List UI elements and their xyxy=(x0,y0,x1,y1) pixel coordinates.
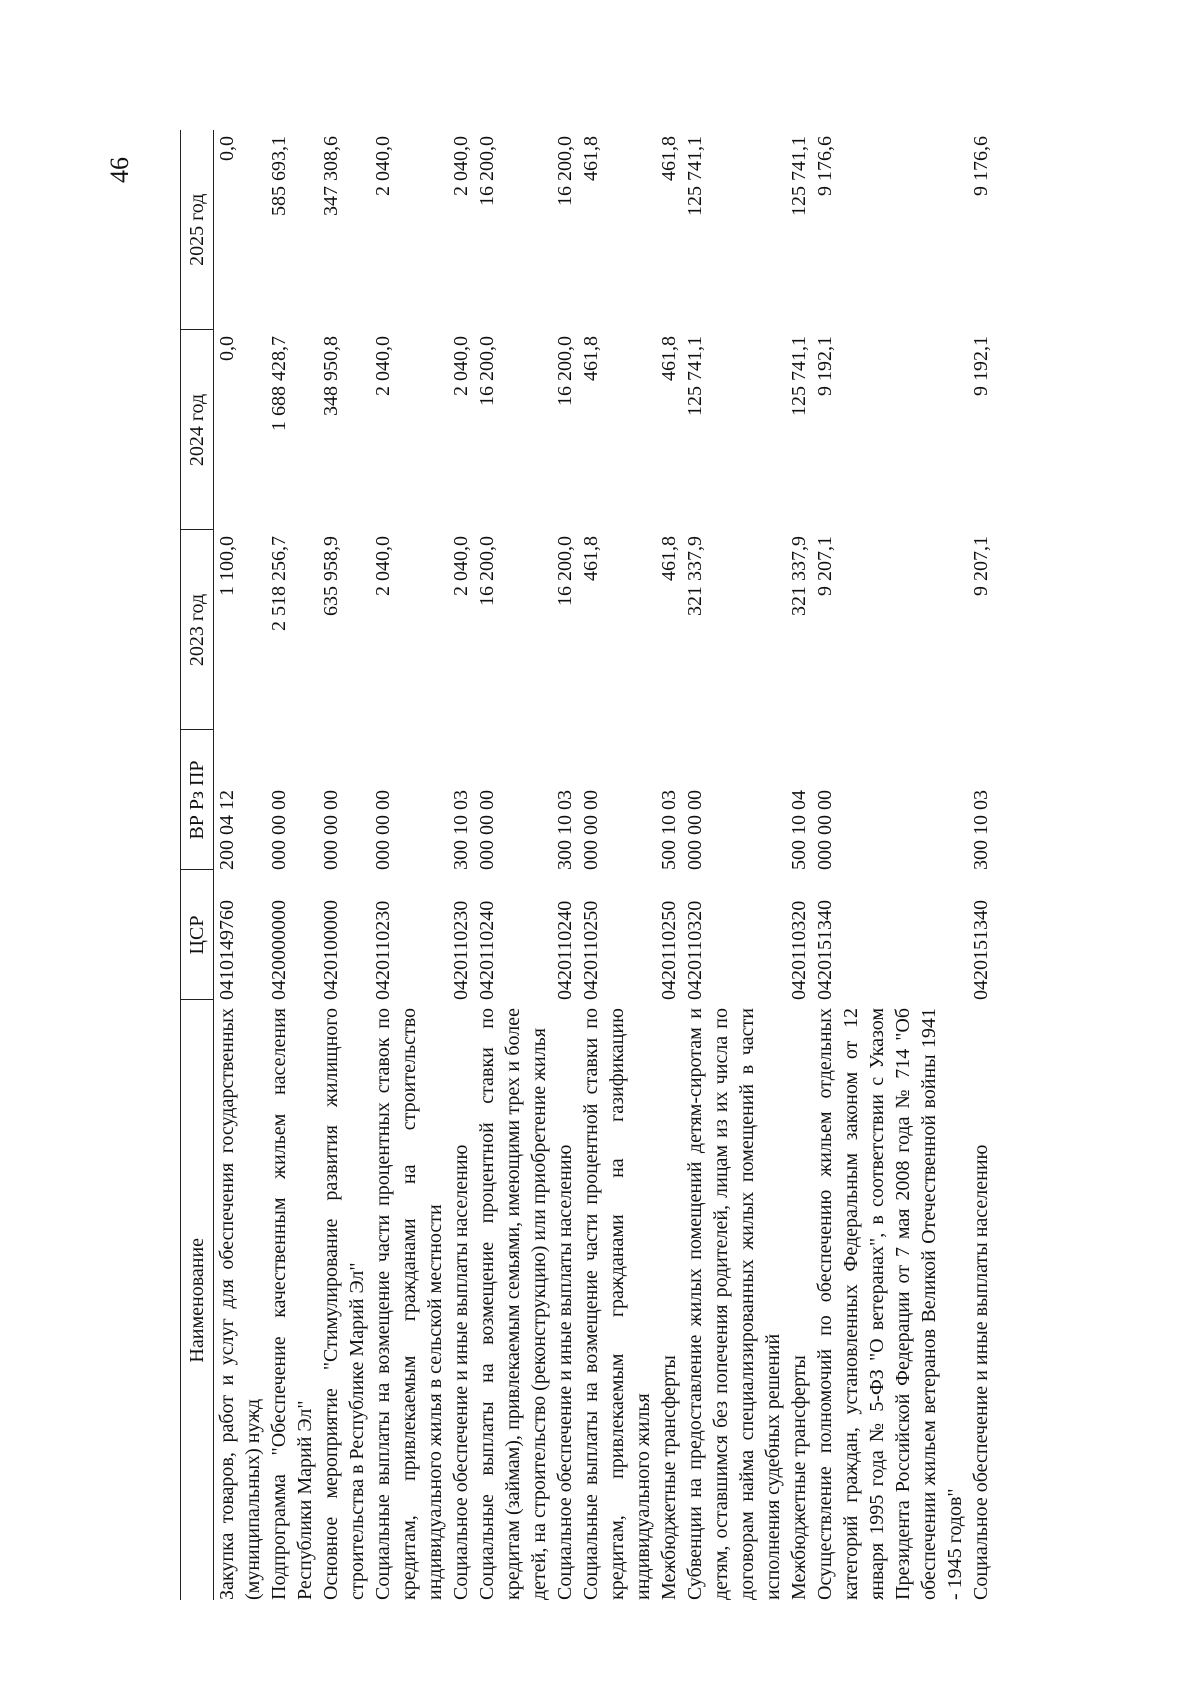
row-value-2024: 461,8 xyxy=(658,336,680,381)
row-vr-rz-pr-code: 000 00 00 xyxy=(320,790,342,870)
header-vr-rz-pr: ВР Рз ПР xyxy=(181,730,214,870)
row-vr-rz-pr-code: 000 00 00 xyxy=(476,790,498,870)
row-value-2025: 2 040,0 xyxy=(372,136,394,196)
row-vr-rz-pr-code: 000 00 00 xyxy=(268,790,290,870)
row-csr-code: 0420110320 xyxy=(684,900,706,1000)
row-name: Социальное обеспечение и иные выплаты населению xyxy=(554,1144,576,1600)
row-name: Межбюджетные трансферты xyxy=(658,1355,680,1600)
row-name: Социальные выплаты на возмещение процентной ставки по кредитам (займам), привлекаемым семьями, имеющими трех и более детей, на строительство (реконструкцию) или приобретение жилья xyxy=(476,1008,550,1600)
row-value-2025: 9 176,6 xyxy=(970,136,992,196)
row-value-2024: 348 950,8 xyxy=(320,336,342,416)
row-value-2025: 585 693,1 xyxy=(268,136,290,216)
table-body xyxy=(214,130,995,1600)
row-value-2023: 2 040,0 xyxy=(450,536,472,596)
table-row xyxy=(656,130,682,1600)
row-vr-rz-pr-code: 300 10 03 xyxy=(450,790,472,870)
row-name: Социальные выплаты на возмещение части процентных ставок по кредитам, привлекаемым гражданами на строительство индивидуального жилья в сельской местности xyxy=(372,1008,446,1600)
table-row xyxy=(578,130,656,1600)
row-value-2025: 461,8 xyxy=(580,136,602,181)
row-vr-rz-pr-code: 300 10 03 xyxy=(554,790,576,870)
row-value-2024: 125 741,1 xyxy=(788,336,810,416)
row-value-2023: 2 518 256,7 xyxy=(268,536,290,631)
page-number: 46 xyxy=(105,157,134,183)
row-vr-rz-pr-code: 500 10 04 xyxy=(788,790,810,870)
header-name: Наименование xyxy=(181,1000,214,1600)
table-row xyxy=(448,130,474,1600)
table-row xyxy=(318,130,370,1600)
row-value-2023: 1 100,0 xyxy=(216,536,238,596)
row-vr-rz-pr-code: 500 10 03 xyxy=(658,790,680,870)
row-value-2025: 125 741,1 xyxy=(788,136,810,216)
row-value-2024: 9 192,1 xyxy=(970,336,992,396)
row-csr-code: 0420110240 xyxy=(554,900,576,1000)
row-csr-code: 0410149760 xyxy=(216,900,238,1000)
row-name: Социальное обеспечение и иные выплаты населению xyxy=(970,1144,992,1600)
row-value-2024: 16 200,0 xyxy=(554,336,576,406)
row-value-2023: 2 040,0 xyxy=(372,536,394,596)
header-2023: 2023 год xyxy=(181,530,214,730)
table-row xyxy=(266,130,318,1600)
row-value-2023: 461,8 xyxy=(658,536,680,581)
row-value-2025: 0,0 xyxy=(216,136,238,161)
table-row xyxy=(474,130,552,1600)
row-value-2024: 0,0 xyxy=(216,336,238,361)
row-value-2025: 461,8 xyxy=(658,136,680,181)
row-vr-rz-pr-code: 000 00 00 xyxy=(684,790,706,870)
row-value-2025: 125 741,1 xyxy=(684,136,706,216)
row-value-2024: 125 741,1 xyxy=(684,336,706,416)
row-vr-rz-pr-code: 300 10 03 xyxy=(970,790,992,870)
row-value-2023: 16 200,0 xyxy=(476,536,498,606)
row-value-2024: 461,8 xyxy=(580,336,602,381)
row-vr-rz-pr-code: 000 00 00 xyxy=(814,790,836,870)
rotated-page-content xyxy=(180,130,1020,1600)
row-value-2025: 9 176,6 xyxy=(814,136,836,196)
row-vr-rz-pr-code: 200 04 12 xyxy=(216,790,238,870)
row-name: Субвенции на предоставление жилых помещений детям-сиротам и детям, оставшимся без попечения родителей, лицам из их числа по договорам найма специализированных жилых помещений в части исполнения судебных решений xyxy=(684,1008,784,1600)
table-row xyxy=(968,130,994,1600)
row-name: Социальные выплаты на возмещение части процентной ставки по кредитам, привлекаемым гражданами на газификацию индивидуального жилья xyxy=(580,1008,654,1600)
table-row xyxy=(370,130,448,1600)
row-vr-rz-pr-code: 000 00 00 xyxy=(580,790,602,870)
row-csr-code: 0420110240 xyxy=(476,900,498,1000)
row-csr-code: 0420000000 xyxy=(268,900,290,1000)
header-csr: ЦСР xyxy=(181,870,214,1000)
table-row xyxy=(812,130,968,1600)
row-csr-code: 0420151340 xyxy=(814,900,836,1000)
table-row xyxy=(552,130,578,1600)
row-value-2024: 16 200,0 xyxy=(476,336,498,406)
header-2025: 2025 год xyxy=(181,130,214,330)
row-value-2023: 321 337,9 xyxy=(684,536,706,616)
header-2024: 2024 год xyxy=(181,330,214,530)
row-name: Осуществление полномочий по обеспечению жильем отдельных категорий граждан, установленных Федеральным законом от 12 января 1995 года № 5-ФЗ "О ветеранах", в соответствии с Указом Президента Российской Федерации от 7 мая 2008 года № 714 "Об обеспечении жильем ветеранов Великой Отечественной войны 1941 - 1945 годов" xyxy=(814,1008,966,1600)
row-csr-code: 0420151340 xyxy=(970,900,992,1000)
budget-table xyxy=(180,130,994,1600)
row-value-2023: 635 958,9 xyxy=(320,536,342,616)
row-name: Межбюджетные трансферты xyxy=(788,1355,810,1600)
row-value-2025: 16 200,0 xyxy=(476,136,498,206)
row-value-2025: 2 040,0 xyxy=(450,136,472,196)
table-row xyxy=(214,130,267,1600)
row-csr-code: 0420110320 xyxy=(788,900,810,1000)
row-csr-code: 0420100000 xyxy=(320,900,342,1000)
row-value-2025: 16 200,0 xyxy=(554,136,576,206)
row-value-2023: 16 200,0 xyxy=(554,536,576,606)
row-value-2023: 9 207,1 xyxy=(814,536,836,596)
row-name: Подпрограмма "Обеспечение качественным жильем населения Республики Марий Эл" xyxy=(268,1008,316,1600)
row-csr-code: 0420110230 xyxy=(372,900,394,1000)
row-value-2024: 1 688 428,7 xyxy=(268,336,290,431)
row-name: Социальное обеспечение и иные выплаты населению xyxy=(450,1144,472,1600)
row-value-2023: 461,8 xyxy=(580,536,602,581)
row-vr-rz-pr-code: 000 00 00 xyxy=(372,790,394,870)
row-csr-code: 0420110250 xyxy=(658,900,680,1000)
row-value-2023: 9 207,1 xyxy=(970,536,992,596)
table-header-row xyxy=(181,130,214,1600)
row-value-2023: 321 337,9 xyxy=(788,536,810,616)
row-value-2025: 347 308,6 xyxy=(320,136,342,216)
table-row xyxy=(682,130,786,1600)
row-value-2024: 2 040,0 xyxy=(372,336,394,396)
row-csr-code: 0420110230 xyxy=(450,900,472,1000)
row-csr-code: 0420110250 xyxy=(580,900,602,1000)
table-row xyxy=(786,130,812,1600)
row-name: Основное мероприятие "Стимулирование развития жилищного строительства в Республике Марий Эл" xyxy=(320,1008,368,1600)
row-value-2024: 9 192,1 xyxy=(814,336,836,396)
row-name: Закупка товаров, работ и услуг для обеспечения государственных (муниципальных) нужд xyxy=(216,1008,264,1600)
row-value-2024: 2 040,0 xyxy=(450,336,472,396)
